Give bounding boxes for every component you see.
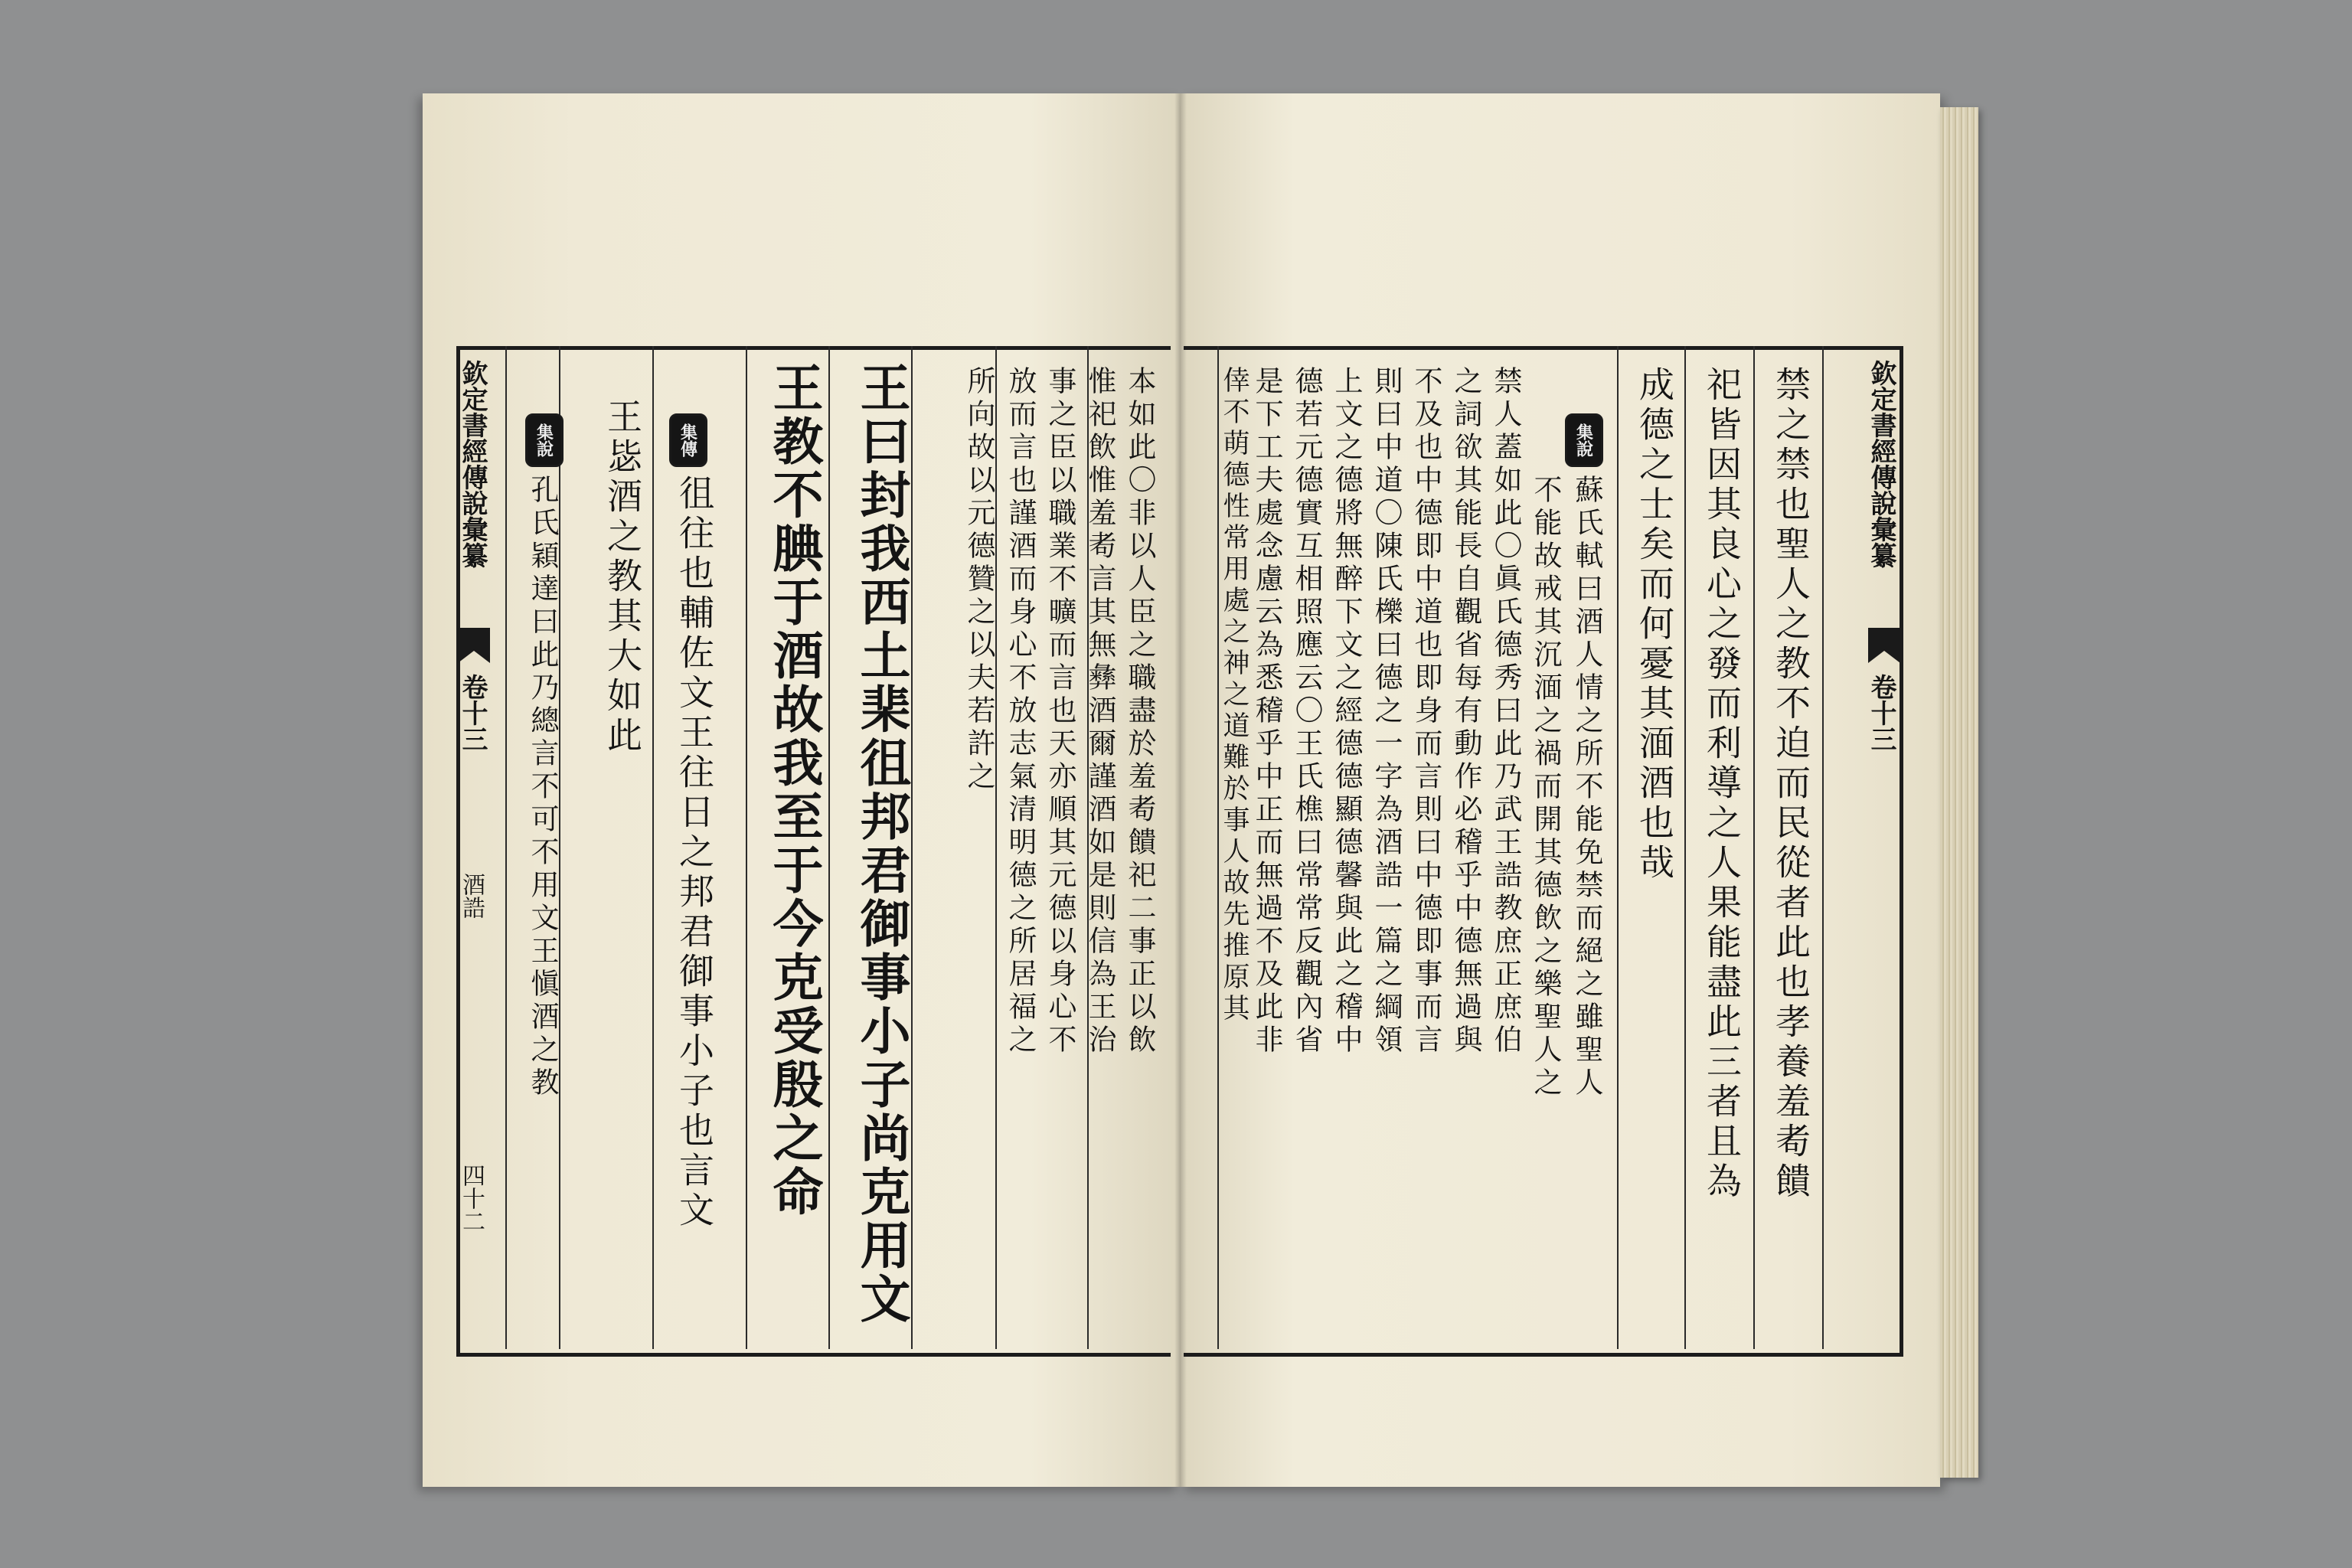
column-rule — [828, 346, 830, 1349]
text-column: 上文之德將無醉下文之經德德顯德馨與此之稽中 — [1330, 366, 1363, 1057]
column-rule — [911, 346, 913, 1349]
left-margin-folio: 四十二 — [458, 1164, 485, 1233]
page-edges — [1940, 107, 1978, 1478]
left-margin-chapter: 酒誥 — [458, 873, 485, 919]
column-rule — [505, 346, 507, 1349]
text-column: 德若元德實互相照應云〇王氏樵曰常常反觀內省 — [1290, 366, 1323, 1057]
text-column: 徂往也輔佐文王往日之邦君御事小子也言文 — [674, 475, 715, 1231]
text-column: 是下工夫處念慮云為悉稽乎中正而無過不及此非 — [1250, 366, 1283, 1057]
text-column: 不及也中德即中道也即身而言則曰中德即事而言 — [1410, 366, 1442, 1057]
text-column: 放而言也謹酒而身心不放志氣清明德之所居福之 — [1004, 366, 1037, 1057]
text-column: 倖不萌德性常用處之神之道難於事人故先推原其 — [1219, 366, 1250, 1025]
left-margin-volume: 卷十三 — [457, 674, 488, 752]
text-column: 禁人蓋如此〇眞氏德秀曰此乃武王誥教庶正庶伯 — [1489, 366, 1522, 1057]
right-margin-volume: 卷十三 — [1866, 674, 1896, 752]
fishtail-mark — [458, 628, 490, 663]
column-rule — [1617, 346, 1619, 1349]
text-column: 孔氏穎達曰此乃總言不可不用文王愼酒之教 — [526, 475, 559, 1100]
column-rule — [995, 346, 997, 1349]
column-rule — [652, 346, 654, 1349]
commentary-badge: 集傳 — [669, 413, 707, 467]
text-column: 蘇氏軾曰酒人情之所不能免禁而絕之雖聖人 — [1570, 475, 1603, 1100]
right-margin-title: 欽定書經傳說彙纂 — [1866, 360, 1896, 568]
text-column: 本如此〇非以人臣之職盡於羞耇饋祀二事正以飲 — [1123, 366, 1156, 1057]
commentary-badge: 集說 — [1565, 413, 1603, 467]
text-column: 祀皆因其良心之發而利導之人果能盡此三者且為 — [1701, 366, 1743, 1202]
column-rule — [559, 346, 560, 1349]
classic-text-column: 王教不腆于酒故我至于今克受殷之命 — [764, 361, 824, 1219]
text-column: 禁之禁也聖人之教不迫而民從者此也孝養羞耇饋 — [1770, 366, 1811, 1202]
text-column: 之詞欲其能長自觀省每有動作必稽乎中德無過與 — [1449, 366, 1482, 1057]
column-rule — [746, 346, 747, 1349]
text-column: 不能故戒其沉湎之禍而開其德飲之樂聖人之 — [1529, 475, 1562, 1100]
text-column: 惟祀飲惟羞耇言其無彝酒爾謹酒如是則信為王治 — [1083, 366, 1116, 1057]
text-column: 王毖酒之教其大如此 — [602, 398, 643, 756]
text-column: 成德之士矣而何憂其湎酒也哉 — [1634, 366, 1675, 884]
column-rule — [1822, 346, 1824, 1349]
text-column: 所向故以元德贊之以夫若許之 — [962, 366, 995, 794]
column-rule — [1684, 346, 1686, 1349]
text-column: 事之臣以職業不曠而言也天亦順其元德以身心不 — [1044, 366, 1076, 1057]
fishtail-mark — [1868, 628, 1900, 663]
commentary-badge: 集說 — [525, 413, 564, 467]
column-rule — [1753, 346, 1755, 1349]
classic-text-column: 王曰封我西土棐徂邦君御事小子尚克用文 — [851, 361, 911, 1326]
text-column: 則曰中道〇陳氏櫟曰德之一字為酒誥一篇之綱領 — [1370, 366, 1403, 1057]
left-margin-title: 欽定書經傳說彙纂 — [457, 360, 488, 568]
